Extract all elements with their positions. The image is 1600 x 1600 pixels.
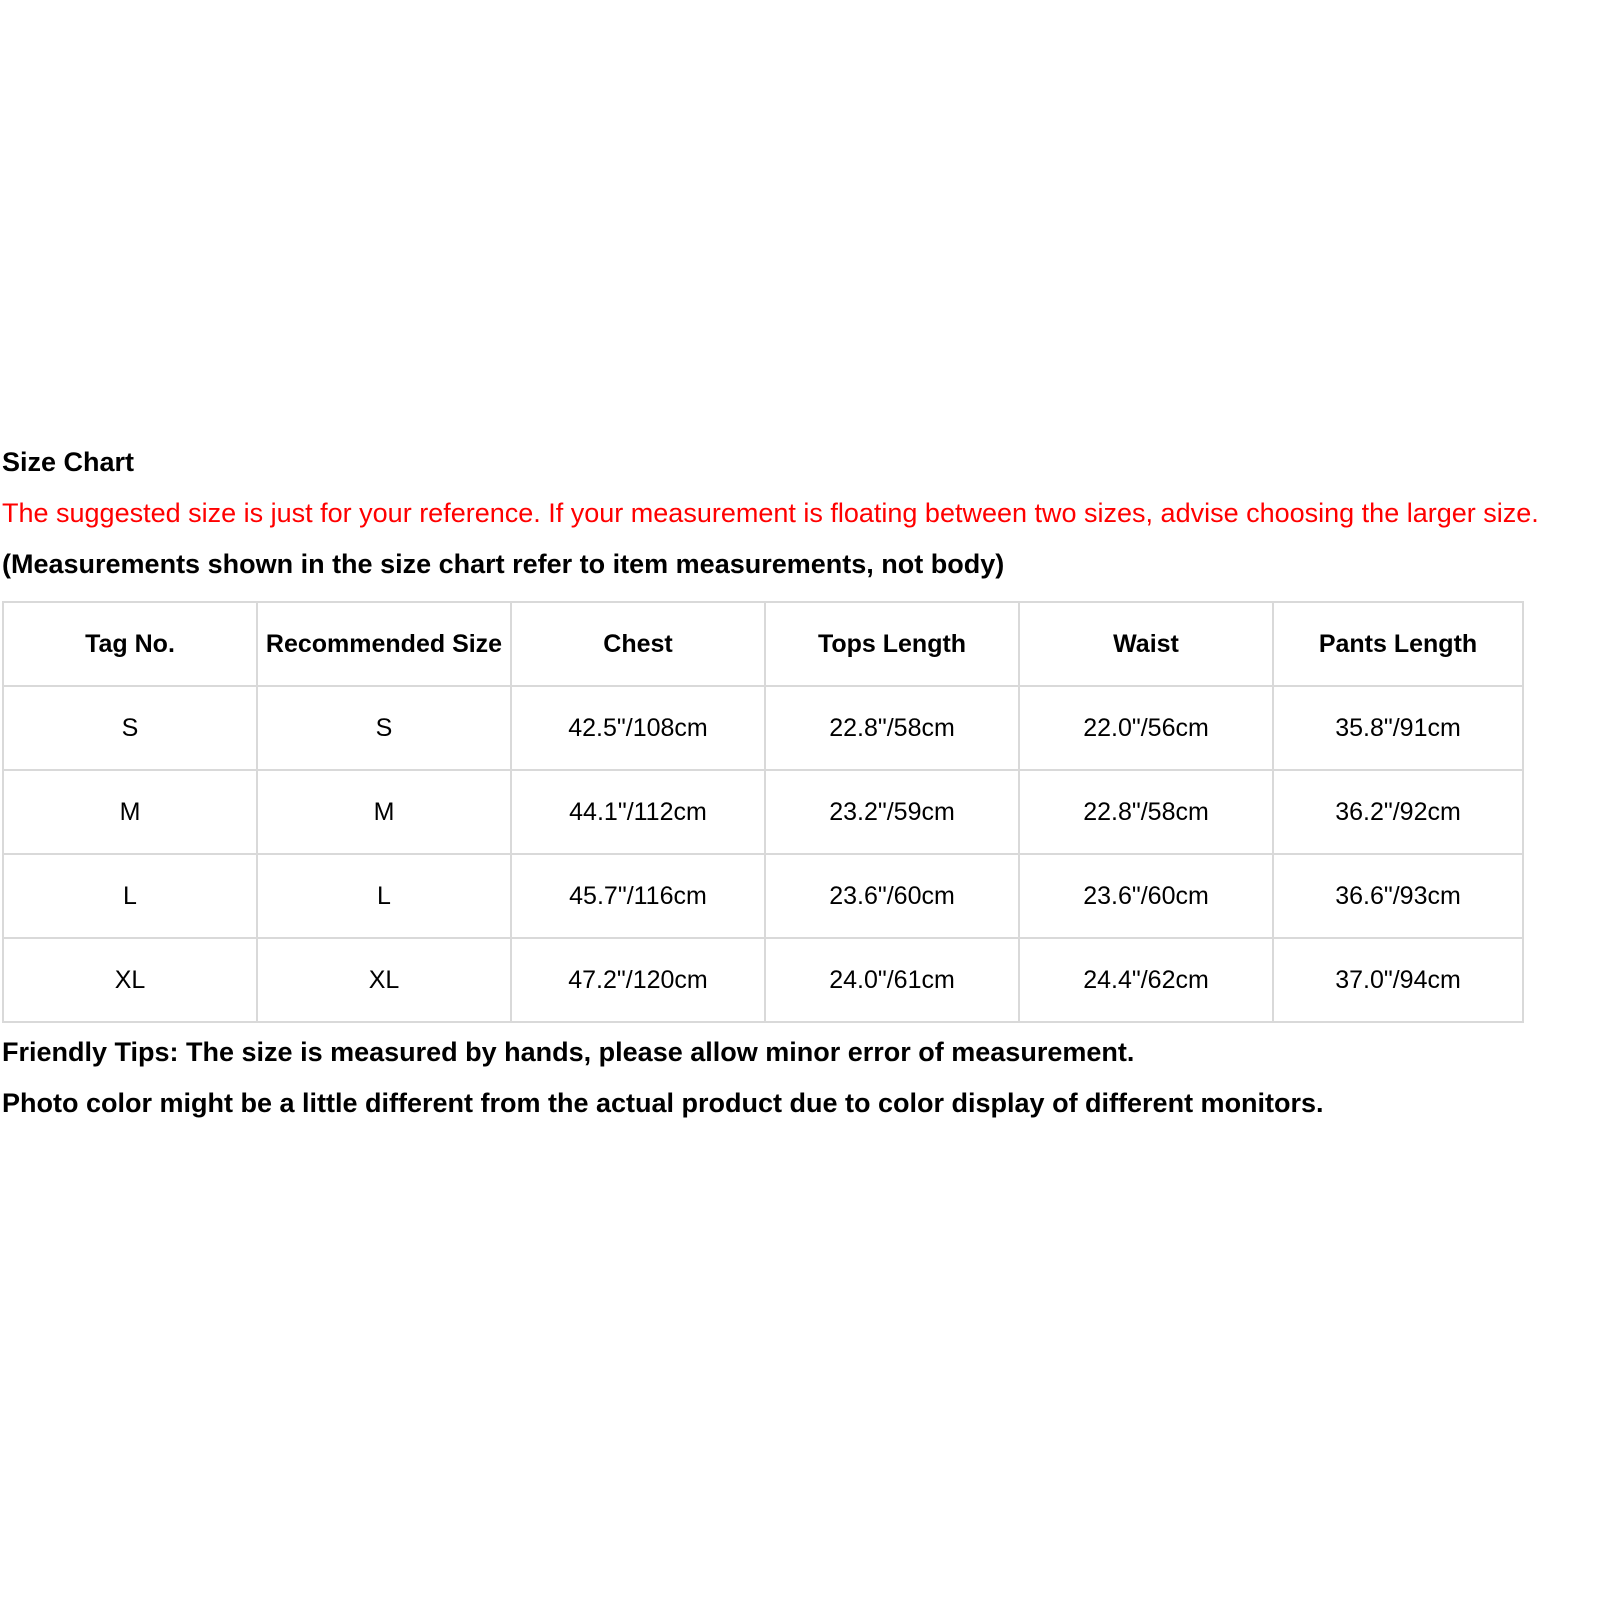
header-pants-length: Pants Length	[1273, 602, 1523, 686]
cell-chest: 45.7"/116cm	[511, 854, 765, 938]
cell-tops-length: 23.2"/59cm	[765, 770, 1019, 854]
header-tops-length: Tops Length	[765, 602, 1019, 686]
cell-tops-length: 24.0"/61cm	[765, 938, 1019, 1022]
cell-waist: 24.4"/62cm	[1019, 938, 1273, 1022]
cell-tag-no: S	[3, 686, 257, 770]
color-disclaimer: Photo color might be a little different from the actual product due to color display of different monitors.	[2, 1088, 1324, 1118]
header-recommended-size: Recommended Size	[257, 602, 511, 686]
measurement-note: (Measurements shown in the size chart refer to item measurements, not body)	[2, 549, 1005, 579]
cell-tops-length: 22.8"/58cm	[765, 686, 1019, 770]
cell-tag-no: XL	[3, 938, 257, 1022]
cell-chest: 47.2"/120cm	[511, 938, 765, 1022]
cell-tag-no: L	[3, 854, 257, 938]
page-title: Size Chart	[2, 447, 135, 477]
size-table	[2, 601, 1524, 1023]
table-header-row	[3, 602, 1523, 686]
size-chart-section	[0, 447, 1600, 1139]
header-chest: Chest	[511, 602, 765, 686]
cell-recommended-size: S	[257, 686, 511, 770]
friendly-tip: Friendly Tips: The size is measured by hands, please allow minor error of measurement.	[2, 1037, 1135, 1067]
cell-waist: 22.8"/58cm	[1019, 770, 1273, 854]
cell-pants-length: 37.0"/94cm	[1273, 938, 1523, 1022]
cell-tops-length: 23.6"/60cm	[765, 854, 1019, 938]
header-tag-no: Tag No.	[3, 602, 257, 686]
table-row	[3, 938, 1523, 1022]
cell-pants-length: 36.2"/92cm	[1273, 770, 1523, 854]
cell-waist: 22.0"/56cm	[1019, 686, 1273, 770]
cell-chest: 44.1"/112cm	[511, 770, 765, 854]
cell-waist: 23.6"/60cm	[1019, 854, 1273, 938]
cell-recommended-size: L	[257, 854, 511, 938]
cell-tag-no: M	[3, 770, 257, 854]
cell-pants-length: 36.6"/93cm	[1273, 854, 1523, 938]
table-row	[3, 854, 1523, 938]
cell-pants-length: 35.8"/91cm	[1273, 686, 1523, 770]
cell-recommended-size: M	[257, 770, 511, 854]
cell-recommended-size: XL	[257, 938, 511, 1022]
cell-chest: 42.5"/108cm	[511, 686, 765, 770]
header-waist: Waist	[1019, 602, 1273, 686]
size-notice: The suggested size is just for your reference. If your measurement is floating between two sizes, advise choosing the larger size.	[2, 498, 1539, 528]
table-row	[3, 770, 1523, 854]
table-row	[3, 686, 1523, 770]
